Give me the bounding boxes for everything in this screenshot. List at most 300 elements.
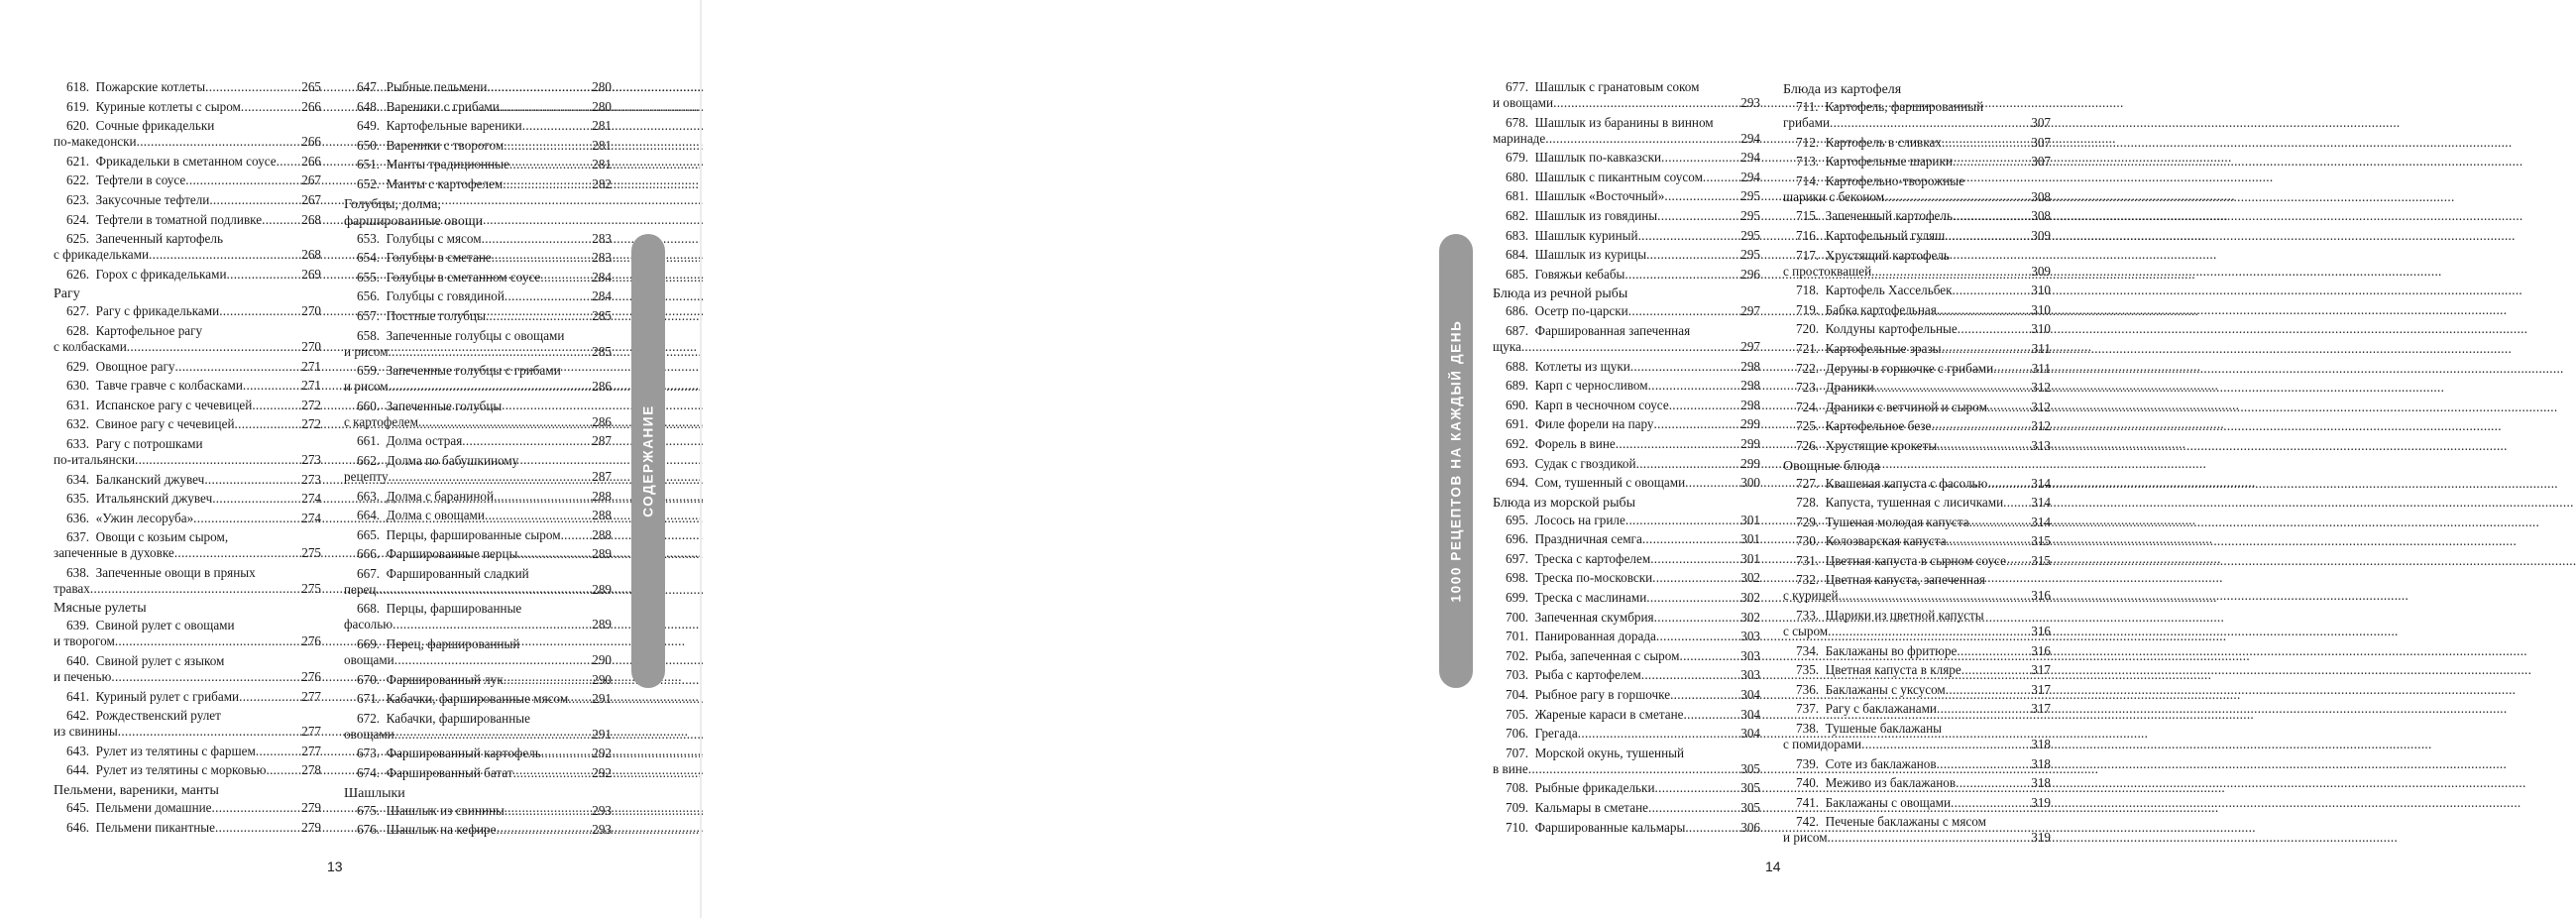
toc-column-4 [1783, 79, 2051, 850]
toc-number: 738. [1796, 721, 1820, 737]
toc-page-number: 293 [592, 822, 612, 838]
toc-entry [1783, 572, 2051, 604]
toc-line [1506, 359, 1760, 375]
toc-line [357, 138, 612, 154]
toc-leader-dots [541, 746, 591, 761]
toc-title: Рыбные фрикадельки [1534, 780, 1655, 796]
toc-entry [1493, 780, 1760, 796]
toc-page-number: 302 [1740, 590, 1760, 606]
toc-page-number: 275 [301, 580, 321, 596]
toc-text [1506, 513, 1625, 528]
toc-number: 704. [1506, 687, 1529, 703]
toc-page-number: 267 [301, 191, 321, 207]
toc-entry [344, 803, 612, 819]
toc-text [1506, 570, 1652, 586]
toc-entry [344, 433, 612, 449]
toc-number: 622. [66, 172, 90, 188]
toc-title: Перец, фаршированный [386, 636, 520, 652]
toc-page-number: 318 [2031, 775, 2051, 791]
toc-entry [1493, 208, 1760, 224]
section-title: Шашлыки [344, 785, 405, 801]
toc-number: 679. [1506, 150, 1529, 166]
toc-text [1796, 515, 1969, 530]
toc-entry [344, 328, 612, 360]
toc-line [344, 727, 612, 743]
toc-leader-dots [1670, 687, 1739, 703]
toc-text [357, 231, 482, 247]
toc-page-number: 317 [2031, 681, 2051, 697]
toc-leader-dots [1669, 398, 1740, 413]
toc-line [1783, 737, 2051, 752]
toc-entry [344, 822, 612, 838]
toc-title: Форель в вине [1534, 435, 1616, 451]
toc-line [66, 359, 321, 375]
toc-number: 726. [1796, 437, 1820, 453]
toc-number: 693. [1506, 455, 1529, 471]
toc-entry [54, 79, 321, 95]
toc-leader-dots [1646, 247, 1739, 263]
toc-leader-dots [509, 157, 591, 172]
toc-title: Треска по-московски [1534, 570, 1653, 586]
toc-page-number: 316 [2031, 588, 2051, 604]
toc-page-number: 279 [301, 800, 321, 816]
toc-number: 717. [1796, 247, 1820, 263]
toc-page-number: 292 [592, 765, 612, 781]
toc-leader-dots [504, 138, 591, 154]
toc-title: Вареники с грибами [386, 98, 500, 114]
toc-text [54, 724, 118, 740]
toc-page-number: 288 [592, 526, 612, 542]
toc-entry [1493, 513, 1760, 528]
toc-line [1506, 667, 1760, 683]
toc-page-number: 285 [592, 343, 612, 359]
toc-line [1783, 189, 2051, 205]
toc-line [1796, 721, 2051, 737]
toc-title: Жареные караси в сметане [1534, 706, 1684, 722]
toc-page-number: 285 [592, 307, 612, 323]
toc-title: Вареники с творогом [386, 137, 504, 153]
toc-leader-dots [496, 822, 591, 838]
toc-number: 737. [1796, 701, 1820, 717]
toc-title: и творогом [54, 633, 115, 649]
toc-line [66, 618, 321, 633]
toc-title: Горох с фрикадельками [95, 266, 227, 282]
toc-line [1506, 570, 1760, 586]
section-tab-label: СОДЕРЖАНИЕ [640, 404, 656, 517]
toc-title: Рулет из телятины с морковью [95, 762, 267, 778]
toc-page-number: 280 [592, 98, 612, 114]
toc-text [1506, 667, 1641, 683]
toc-entry [1783, 154, 2051, 170]
toc-title: с фрикадельками [54, 247, 150, 263]
toc-text [66, 212, 262, 228]
toc-line [1506, 610, 1760, 626]
book-title-label: 1000 РЕЦЕПТОВ НА КАЖДЫЙ ДЕНЬ [1448, 319, 1464, 603]
toc-number: 665. [357, 526, 381, 542]
toc-number: 688. [1506, 358, 1529, 374]
toc-text [54, 545, 174, 561]
toc-title: Цветная капуста в сырном соусе [1825, 552, 2006, 568]
toc-text [1506, 687, 1670, 703]
toc-text [1506, 707, 1684, 723]
toc-entry [1493, 707, 1760, 723]
toc-page-number: 287 [592, 468, 612, 484]
toc-number: 656. [357, 288, 381, 304]
toc-page-number: 274 [301, 510, 321, 525]
toc-page-number: 301 [1740, 531, 1760, 547]
toc-text [344, 379, 389, 395]
toc-text [344, 582, 376, 598]
toc-line [1796, 682, 2051, 698]
toc-text [66, 491, 212, 507]
toc-page-number: 317 [2031, 662, 2051, 678]
toc-entry [1493, 398, 1760, 413]
toc-entry [1493, 456, 1760, 472]
toc-title: Шашлык куриный [1534, 227, 1638, 243]
toc-section-heading [1493, 286, 1760, 302]
toc-page-number: 318 [2031, 755, 2051, 771]
toc-entry [54, 303, 321, 319]
toc-leader-dots [1661, 150, 1739, 166]
toc-title: Картофельные шарики [1825, 154, 1953, 170]
toc-leader-dots [1655, 780, 1740, 796]
toc-page-number: 266 [301, 153, 321, 169]
toc-title: Голубцы в сметанном соусе [386, 269, 541, 285]
toc-text [357, 691, 568, 707]
toc-page-number: 277 [301, 743, 321, 758]
section-title: Пельмени, вареники, манты [54, 783, 219, 799]
toc-number: 676. [357, 822, 381, 838]
toc-page-number: 319 [2031, 830, 2051, 846]
toc-title: Пожарские котлеты [95, 79, 206, 94]
toc-entry [54, 267, 321, 283]
toc-text [1796, 321, 1958, 337]
toc-leader-dots [239, 689, 300, 705]
toc-number: 741. [1796, 794, 1820, 810]
toc-page-number: 299 [1740, 455, 1760, 471]
toc-title: и овощами [1493, 95, 1554, 110]
toc-title: Рыбные пельмени [386, 79, 488, 94]
toc-leader-dots [1657, 208, 1739, 224]
toc-title: Шашлык из говядины [1534, 207, 1658, 223]
toc-text [1506, 150, 1661, 166]
toc-entry [1783, 643, 2051, 659]
toc-entry [1783, 361, 2051, 377]
toc-title: Перцы, фаршированные [386, 601, 522, 617]
toc-title: Цветная капуста, запеченная [1825, 572, 1985, 588]
toc-page-number: 297 [1740, 338, 1760, 354]
toc-number: 703. [1506, 667, 1529, 683]
toc-leader-dots [462, 433, 591, 449]
toc-text [1796, 400, 1987, 415]
toc-entry [1493, 820, 1760, 836]
toc-title: по-македонски [54, 134, 137, 150]
toc-entry [54, 118, 321, 150]
toc-text [54, 134, 137, 150]
toc-number: 735. [1796, 662, 1820, 678]
toc-line [357, 270, 612, 286]
toc-leader-dots [1646, 590, 1739, 606]
toc-text [1506, 416, 1654, 432]
toc-title: Рождественский рулет [95, 708, 221, 724]
toc-title: Бабка картофельная [1825, 301, 1937, 317]
toc-text [66, 398, 252, 413]
toc-title: овощами [344, 726, 394, 742]
toc-page-number: 280 [592, 79, 612, 94]
toc-line [1796, 228, 2051, 244]
toc-leader-dots [504, 288, 591, 304]
section-title-cont: фаршированные овощи [344, 213, 484, 229]
toc-page-number: 296 [1740, 266, 1760, 282]
toc-line [357, 399, 612, 414]
toc-line [66, 212, 321, 228]
toc-number: 657. [357, 307, 381, 323]
toc-text [1506, 780, 1655, 796]
toc-title: Рагу с потрошками [95, 435, 203, 451]
toc-number: 725. [1796, 418, 1820, 434]
toc-number: 722. [1796, 360, 1820, 376]
toc-number: 632. [66, 416, 90, 432]
toc-text [357, 746, 541, 761]
toc-page-number: 303 [1740, 647, 1760, 663]
toc-leader-dots [1937, 701, 2030, 717]
toc-page-number: 315 [2031, 552, 2051, 568]
toc-text [344, 344, 389, 360]
toc-title: Фаршированный картофель [386, 746, 541, 761]
toc-page-number: 273 [301, 471, 321, 487]
toc-number: 711. [1796, 99, 1819, 114]
toc-number: 719. [1796, 301, 1820, 317]
toc-entry [54, 800, 321, 816]
toc-line [357, 118, 612, 134]
toc-section-heading [1493, 495, 1760, 512]
toc-number: 681. [1506, 188, 1529, 204]
toc-leader-dots [215, 820, 300, 836]
toc-page-number: 311 [2031, 360, 2051, 376]
toc-entry [1493, 416, 1760, 432]
toc-line [1796, 321, 2051, 337]
toc-text [1506, 267, 1624, 283]
toc-line [1506, 303, 1760, 319]
toc-leader-dots [1654, 610, 1740, 626]
toc-text [1796, 208, 1953, 224]
toc-leader-dots [487, 79, 591, 95]
toc-page-number: 290 [592, 652, 612, 668]
toc-leader-dots [1937, 756, 2031, 772]
toc-page-number: 307 [2031, 154, 2051, 170]
toc-line [1506, 513, 1760, 528]
toc-leader-dots [1553, 95, 1739, 111]
toc-entry [344, 99, 612, 115]
toc-entry [1783, 302, 2051, 318]
toc-line [1796, 756, 2051, 772]
toc-line [66, 689, 321, 705]
toc-text [66, 416, 235, 432]
toc-text [357, 308, 486, 324]
toc-page-number: 311 [2031, 340, 2051, 356]
toc-number: 637. [66, 529, 90, 545]
toc-number: 669. [357, 636, 381, 652]
toc-title: Испанское рагу с чечевицей [95, 397, 253, 412]
toc-number: 710. [1506, 819, 1529, 835]
toc-number: 733. [1796, 608, 1820, 624]
toc-leader-dots [394, 652, 591, 668]
toc-page-number: 275 [301, 545, 321, 561]
toc-line [1506, 208, 1760, 224]
toc-page-number: 310 [2031, 321, 2051, 337]
toc-entry [1493, 150, 1760, 166]
toc-title: Рагу с баклажанами [1825, 701, 1937, 717]
toc-leader-dots [127, 339, 300, 355]
toc-entry [344, 308, 612, 324]
toc-title: Драники с ветчиной и сыром [1825, 399, 1987, 414]
toc-page-number: 289 [592, 617, 612, 632]
toc-title: фасолью [344, 617, 393, 632]
toc-title: Фаршированная запеченная [1534, 322, 1691, 338]
toc-page-number: 316 [2031, 624, 2051, 639]
toc-number: 658. [357, 327, 381, 343]
toc-leader-dots [219, 303, 300, 319]
toc-leader-dots [1958, 321, 2030, 337]
toc-title: Рагу с фрикадельками [95, 303, 220, 319]
toc-page-number: 316 [2031, 642, 2051, 658]
toc-page-number: 279 [301, 819, 321, 835]
toc-text [1506, 820, 1685, 836]
toc-number: 731. [1796, 552, 1820, 568]
toc-leader-dots [568, 691, 591, 707]
toc-page-number: 272 [301, 416, 321, 432]
toc-number: 702. [1506, 647, 1529, 663]
toc-line [357, 250, 612, 266]
toc-text [1506, 378, 1648, 394]
toc-page-number: 302 [1740, 609, 1760, 625]
toc-leader-dots [1685, 820, 1739, 836]
toc-leader-dots [389, 469, 592, 485]
toc-number: 654. [357, 250, 381, 266]
toc-leader-dots [1828, 624, 2030, 639]
toc-title: Хрустящий картофель [1825, 247, 1950, 263]
toc-line [1783, 624, 2051, 639]
toc-line [66, 398, 321, 413]
toc-entry [1493, 667, 1760, 683]
toc-text [357, 546, 517, 562]
toc-leader-dots [503, 176, 591, 192]
section-title: Овощные блюда [1783, 458, 1880, 474]
toc-entry [1783, 756, 2051, 772]
toc-line [1506, 456, 1760, 472]
toc-text [54, 669, 111, 685]
toc-line [1796, 438, 2051, 454]
toc-title: Осетр по-царски [1534, 303, 1628, 319]
toc-leader-dots [1648, 800, 1739, 816]
toc-leader-dots [1664, 188, 1739, 204]
toc-number: 648. [357, 98, 381, 114]
toc-title: Запеченный картофель [1825, 208, 1954, 224]
toc-title: Соте из баклажанов [1825, 755, 1937, 771]
left-page [0, 0, 703, 918]
toc-line [1506, 323, 1760, 339]
section-tab-left [631, 234, 665, 688]
toc-leader-dots [111, 669, 300, 685]
toc-number: 701. [1506, 629, 1529, 644]
toc-entry [1493, 800, 1760, 816]
toc-line [54, 134, 321, 150]
toc-entry [1783, 99, 2051, 131]
toc-page-number: 291 [592, 691, 612, 707]
toc-number: 692. [1506, 435, 1529, 451]
toc-leader-dots [1931, 418, 2030, 434]
toc-entry [344, 508, 612, 523]
toc-title: Цветная капуста в кляре [1825, 662, 1961, 678]
toc-title: Шашлык с гранатовым соком [1534, 79, 1700, 94]
toc-number: 624. [66, 211, 90, 227]
toc-page-number: 281 [592, 157, 612, 172]
toc-number: 629. [66, 358, 90, 374]
toc-page-number: 290 [592, 671, 612, 687]
toc-number: 670. [357, 671, 381, 687]
toc-title: Тушеные баклажаны [1825, 721, 1943, 737]
toc-entry [1493, 687, 1760, 703]
toc-line [357, 746, 612, 761]
toc-number: 724. [1796, 399, 1820, 414]
toc-entry [1783, 228, 2051, 244]
toc-line [1796, 248, 2051, 264]
toc-entry [1493, 323, 1760, 355]
toc-line [357, 566, 612, 582]
toc-line [344, 469, 612, 485]
toc-page-number: 286 [592, 379, 612, 395]
toc-page-number: 301 [1740, 512, 1760, 527]
toc-entry [344, 765, 612, 781]
toc-leader-dots [262, 212, 300, 228]
toc-title: Филе форели на пару [1534, 416, 1654, 432]
toc-entry [1783, 775, 2051, 791]
section-title: Блюда из картофеля [1783, 82, 1902, 97]
toc-page-number: 281 [592, 137, 612, 153]
toc-text [1796, 643, 1957, 659]
toc-number: 734. [1796, 642, 1820, 658]
toc-entry [1493, 551, 1760, 567]
toc-leader-dots [1946, 682, 2030, 698]
toc-line [1796, 476, 2051, 492]
toc-page-number: 286 [592, 413, 612, 429]
toc-entry [344, 270, 612, 286]
toc-page-number: 268 [301, 211, 321, 227]
toc-number: 684. [1506, 247, 1529, 263]
toc-text [66, 172, 185, 188]
toc-leader-dots [1951, 795, 2030, 811]
toc-text [1796, 756, 1937, 772]
toc-title: Фаршированный батат [386, 765, 513, 781]
toc-line [344, 414, 612, 430]
toc-leader-dots [1993, 361, 2031, 377]
toc-title: из свинины [54, 724, 118, 740]
toc-text [1796, 495, 2003, 511]
toc-leader-dots [1703, 170, 1739, 185]
toc-text [1493, 339, 1521, 355]
toc-line [66, 118, 321, 134]
toc-title: и печенью [54, 669, 112, 685]
toc-leader-dots [149, 247, 300, 263]
toc-number: 628. [66, 322, 90, 338]
toc-entry [344, 79, 612, 95]
toc-text [1783, 115, 1830, 131]
toc-title: Тавче гравче с колбасками [95, 378, 243, 394]
toc-page-number: 305 [1740, 780, 1760, 796]
toc-leader-dots [205, 79, 300, 95]
toc-leader-dots [1652, 570, 1739, 586]
toc-leader-dots [1947, 533, 2031, 549]
